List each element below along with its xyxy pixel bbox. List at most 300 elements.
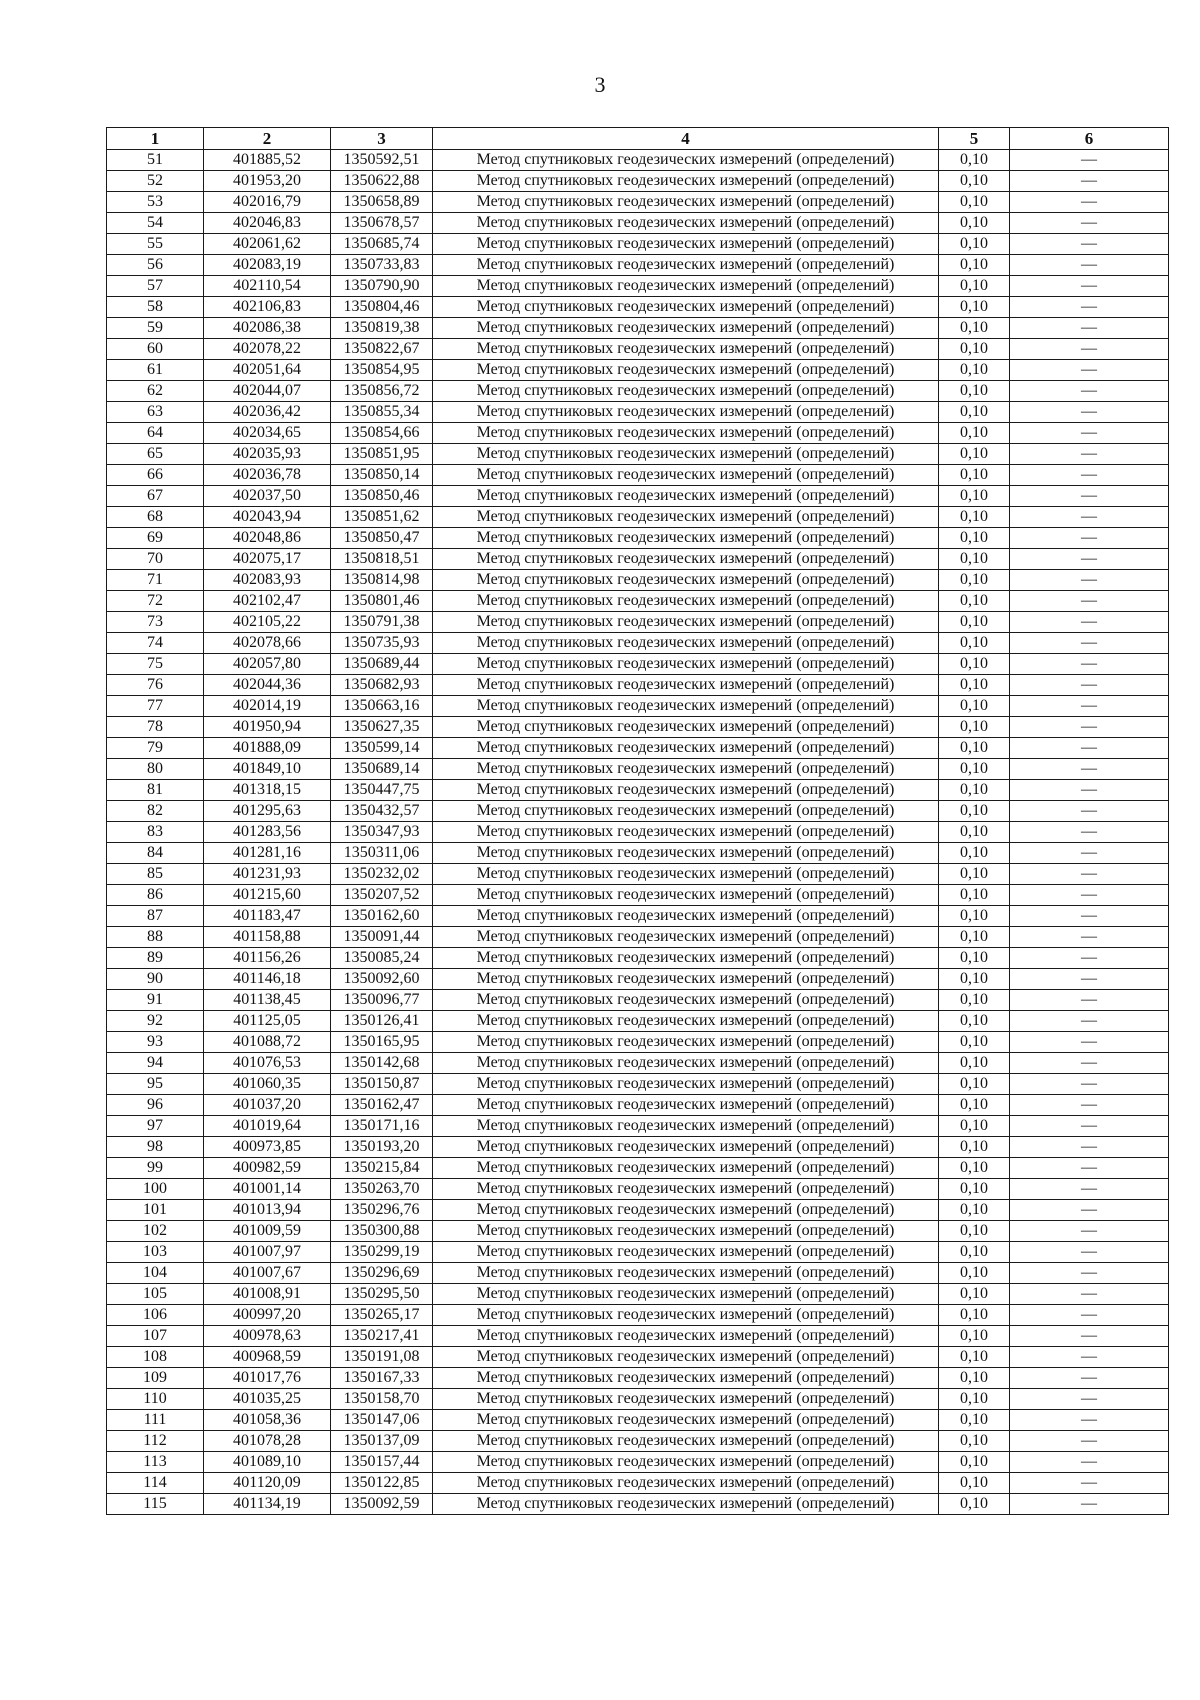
note-cell: —	[1010, 1221, 1169, 1242]
accuracy-cell: 0,10	[939, 171, 1010, 192]
coordinate-y-cell: 1350142,68	[331, 1053, 433, 1074]
note-cell: —	[1010, 192, 1169, 213]
coordinate-x-cell: 401120,09	[204, 1473, 331, 1494]
table-row	[107, 1032, 1169, 1053]
method-cell: Метод спутниковых геодезических измерений (определений)	[433, 612, 939, 633]
coordinate-x-cell: 402036,78	[204, 465, 331, 486]
accuracy-cell: 0,10	[939, 1221, 1010, 1242]
table-row	[107, 234, 1169, 255]
coordinate-x-cell: 401060,35	[204, 1074, 331, 1095]
point-number-cell: 98	[107, 1137, 204, 1158]
point-number-cell: 115	[107, 1494, 204, 1515]
table-row	[107, 864, 1169, 885]
coordinate-x-cell: 401885,52	[204, 150, 331, 171]
coordinate-x-cell: 401013,94	[204, 1200, 331, 1221]
method-cell: Метод спутниковых геодезических измерений (определений)	[433, 1326, 939, 1347]
method-cell: Метод спутниковых геодезических измерений (определений)	[433, 1116, 939, 1137]
point-number-cell: 86	[107, 885, 204, 906]
coordinate-y-cell: 1350801,46	[331, 591, 433, 612]
point-number-cell: 82	[107, 801, 204, 822]
coordinate-x-cell: 401318,15	[204, 780, 331, 801]
note-cell: —	[1010, 717, 1169, 738]
note-cell: —	[1010, 402, 1169, 423]
table-row	[107, 486, 1169, 507]
coordinate-x-cell: 402083,19	[204, 255, 331, 276]
accuracy-cell: 0,10	[939, 549, 1010, 570]
note-cell: —	[1010, 1347, 1169, 1368]
point-number-cell: 87	[107, 906, 204, 927]
coordinate-y-cell: 1350627,35	[331, 717, 433, 738]
coordinate-y-cell: 1350855,34	[331, 402, 433, 423]
point-number-cell: 112	[107, 1431, 204, 1452]
point-number-cell: 96	[107, 1095, 204, 1116]
coordinate-x-cell: 402044,07	[204, 381, 331, 402]
accuracy-cell: 0,10	[939, 591, 1010, 612]
table-row	[107, 444, 1169, 465]
method-cell: Метод спутниковых геодезических измерений (определений)	[433, 948, 939, 969]
method-cell: Метод спутниковых геодезических измерений (определений)	[433, 1074, 939, 1095]
table-row	[107, 1200, 1169, 1221]
method-cell: Метод спутниковых геодезических измерений (определений)	[433, 255, 939, 276]
accuracy-cell: 0,10	[939, 1410, 1010, 1431]
header-col-3: 3	[331, 128, 433, 150]
method-cell: Метод спутниковых геодезических измерений (определений)	[433, 1242, 939, 1263]
coordinate-x-cell: 401950,94	[204, 717, 331, 738]
coordinate-y-cell: 1350685,74	[331, 234, 433, 255]
accuracy-cell: 0,10	[939, 402, 1010, 423]
point-number-cell: 55	[107, 234, 204, 255]
table-row	[107, 150, 1169, 171]
point-number-cell: 111	[107, 1410, 204, 1431]
point-number-cell: 73	[107, 612, 204, 633]
table-row	[107, 990, 1169, 1011]
coordinate-y-cell: 1350300,88	[331, 1221, 433, 1242]
method-cell: Метод спутниковых геодезических измерений (определений)	[433, 234, 939, 255]
point-number-cell: 100	[107, 1179, 204, 1200]
accuracy-cell: 0,10	[939, 633, 1010, 654]
coordinate-x-cell: 402110,54	[204, 276, 331, 297]
accuracy-cell: 0,10	[939, 1284, 1010, 1305]
table-row	[107, 1410, 1169, 1431]
coordinate-y-cell: 1350856,72	[331, 381, 433, 402]
method-cell: Метод спутниковых геодезических измерений (определений)	[433, 969, 939, 990]
point-number-cell: 90	[107, 969, 204, 990]
accuracy-cell: 0,10	[939, 255, 1010, 276]
coordinate-x-cell: 402035,93	[204, 444, 331, 465]
point-number-cell: 92	[107, 1011, 204, 1032]
note-cell: —	[1010, 612, 1169, 633]
coordinate-y-cell: 1350819,38	[331, 318, 433, 339]
note-cell: —	[1010, 969, 1169, 990]
accuracy-cell: 0,10	[939, 1305, 1010, 1326]
coordinate-x-cell: 401125,05	[204, 1011, 331, 1032]
coordinate-x-cell: 401281,16	[204, 843, 331, 864]
coordinate-y-cell: 1350347,93	[331, 822, 433, 843]
coordinate-y-cell: 1350137,09	[331, 1431, 433, 1452]
method-cell: Метод спутниковых геодезических измерений (определений)	[433, 1095, 939, 1116]
note-cell: —	[1010, 339, 1169, 360]
coordinate-y-cell: 1350804,46	[331, 297, 433, 318]
method-cell: Метод спутниковых геодезических измерений (определений)	[433, 276, 939, 297]
note-cell: —	[1010, 171, 1169, 192]
table-row	[107, 339, 1169, 360]
method-cell: Метод спутниковых геодезических измерений (определений)	[433, 381, 939, 402]
point-number-cell: 51	[107, 150, 204, 171]
coordinate-x-cell: 401295,63	[204, 801, 331, 822]
table-row	[107, 696, 1169, 717]
coordinate-x-cell: 401138,45	[204, 990, 331, 1011]
header-col-5: 5	[939, 128, 1010, 150]
point-number-cell: 101	[107, 1200, 204, 1221]
coordinate-x-cell: 402034,65	[204, 423, 331, 444]
coordinate-y-cell: 1350162,60	[331, 906, 433, 927]
coordinate-x-cell: 401134,19	[204, 1494, 331, 1515]
accuracy-cell: 0,10	[939, 780, 1010, 801]
coordinate-x-cell: 402106,83	[204, 297, 331, 318]
accuracy-cell: 0,10	[939, 360, 1010, 381]
accuracy-cell: 0,10	[939, 696, 1010, 717]
accuracy-cell: 0,10	[939, 1368, 1010, 1389]
note-cell: —	[1010, 1494, 1169, 1515]
point-number-cell: 62	[107, 381, 204, 402]
note-cell: —	[1010, 549, 1169, 570]
method-cell: Метод спутниковых геодезических измерений (определений)	[433, 780, 939, 801]
coordinate-y-cell: 1350150,87	[331, 1074, 433, 1095]
note-cell: —	[1010, 633, 1169, 654]
table-row	[107, 885, 1169, 906]
point-number-cell: 72	[107, 591, 204, 612]
accuracy-cell: 0,10	[939, 1179, 1010, 1200]
method-cell: Метод спутниковых геодезических измерений (определений)	[433, 675, 939, 696]
coordinate-x-cell: 400973,85	[204, 1137, 331, 1158]
method-cell: Метод спутниковых геодезических измерений (определений)	[433, 192, 939, 213]
coordinate-x-cell: 401009,59	[204, 1221, 331, 1242]
note-cell: —	[1010, 1011, 1169, 1032]
coordinate-x-cell: 401088,72	[204, 1032, 331, 1053]
point-number-cell: 74	[107, 633, 204, 654]
coordinate-y-cell: 1350791,38	[331, 612, 433, 633]
note-cell: —	[1010, 675, 1169, 696]
coordinate-y-cell: 1350299,19	[331, 1242, 433, 1263]
note-cell: —	[1010, 990, 1169, 1011]
table-row	[107, 969, 1169, 990]
table-row	[107, 654, 1169, 675]
coordinate-x-cell: 401146,18	[204, 969, 331, 990]
table-row	[107, 1326, 1169, 1347]
method-cell: Метод спутниковых геодезических измерений (определений)	[433, 843, 939, 864]
coordinate-y-cell: 1350162,47	[331, 1095, 433, 1116]
coordinate-y-cell: 1350296,76	[331, 1200, 433, 1221]
coordinate-y-cell: 1350295,50	[331, 1284, 433, 1305]
coordinate-x-cell: 400982,59	[204, 1158, 331, 1179]
point-number-cell: 84	[107, 843, 204, 864]
note-cell: —	[1010, 1200, 1169, 1221]
coordinate-y-cell: 1350592,51	[331, 150, 433, 171]
header-row	[107, 128, 1169, 150]
note-cell: —	[1010, 213, 1169, 234]
coordinate-x-cell: 401283,56	[204, 822, 331, 843]
method-cell: Метод спутниковых геодезических измерений (определений)	[433, 1494, 939, 1515]
coordinate-y-cell: 1350733,83	[331, 255, 433, 276]
note-cell: —	[1010, 1137, 1169, 1158]
coordinate-y-cell: 1350091,44	[331, 927, 433, 948]
method-cell: Метод спутниковых геодезических измерений (определений)	[433, 318, 939, 339]
coordinate-y-cell: 1350215,84	[331, 1158, 433, 1179]
coordinate-y-cell: 1350265,17	[331, 1305, 433, 1326]
note-cell: —	[1010, 1053, 1169, 1074]
accuracy-cell: 0,10	[939, 675, 1010, 696]
coordinate-x-cell: 401017,76	[204, 1368, 331, 1389]
point-number-cell: 71	[107, 570, 204, 591]
table-row	[107, 423, 1169, 444]
method-cell: Метод спутниковых геодезических измерений (определений)	[433, 1011, 939, 1032]
coordinate-x-cell: 401035,25	[204, 1389, 331, 1410]
point-number-cell: 93	[107, 1032, 204, 1053]
table-row	[107, 759, 1169, 780]
table-row	[107, 1074, 1169, 1095]
method-cell: Метод спутниковых геодезических измерений (определений)	[433, 822, 939, 843]
note-cell: —	[1010, 1284, 1169, 1305]
method-cell: Метод спутниковых геодезических измерений (определений)	[433, 801, 939, 822]
note-cell: —	[1010, 780, 1169, 801]
note-cell: —	[1010, 591, 1169, 612]
method-cell: Метод спутниковых геодезических измерений (определений)	[433, 864, 939, 885]
table-row	[107, 1473, 1169, 1494]
point-number-cell: 56	[107, 255, 204, 276]
coordinate-x-cell: 402051,64	[204, 360, 331, 381]
coordinate-y-cell: 1350678,57	[331, 213, 433, 234]
coordinate-x-cell: 401888,09	[204, 738, 331, 759]
method-cell: Метод спутниковых геодезических измерений (определений)	[433, 1410, 939, 1431]
note-cell: —	[1010, 927, 1169, 948]
accuracy-cell: 0,10	[939, 318, 1010, 339]
point-number-cell: 105	[107, 1284, 204, 1305]
method-cell: Метод спутниковых геодезических измерений (определений)	[433, 927, 939, 948]
point-number-cell: 79	[107, 738, 204, 759]
coordinate-x-cell: 401849,10	[204, 759, 331, 780]
coordinate-x-cell: 402014,19	[204, 696, 331, 717]
coordinate-y-cell: 1350814,98	[331, 570, 433, 591]
note-cell: —	[1010, 1242, 1169, 1263]
method-cell: Метод спутниковых геодезических измерений (определений)	[433, 1452, 939, 1473]
accuracy-cell: 0,10	[939, 759, 1010, 780]
point-number-cell: 76	[107, 675, 204, 696]
method-cell: Метод спутниковых геодезических измерений (определений)	[433, 1389, 939, 1410]
point-number-cell: 103	[107, 1242, 204, 1263]
point-number-cell: 91	[107, 990, 204, 1011]
coordinate-x-cell: 401089,10	[204, 1452, 331, 1473]
coordinate-x-cell: 401156,26	[204, 948, 331, 969]
table-row	[107, 171, 1169, 192]
method-cell: Метод спутниковых геодезических измерений (определений)	[433, 402, 939, 423]
note-cell: —	[1010, 1179, 1169, 1200]
note-cell: —	[1010, 948, 1169, 969]
table-row	[107, 1263, 1169, 1284]
table-row	[107, 276, 1169, 297]
coordinate-y-cell: 1350850,46	[331, 486, 433, 507]
note-cell: —	[1010, 885, 1169, 906]
accuracy-cell: 0,10	[939, 738, 1010, 759]
note-cell: —	[1010, 444, 1169, 465]
method-cell: Метод спутниковых геодезических измерений (определений)	[433, 654, 939, 675]
accuracy-cell: 0,10	[939, 1494, 1010, 1515]
method-cell: Метод спутниковых геодезических измерений (определений)	[433, 570, 939, 591]
coordinate-x-cell: 400978,63	[204, 1326, 331, 1347]
table-row	[107, 1095, 1169, 1116]
note-cell: —	[1010, 423, 1169, 444]
coordinate-x-cell: 400968,59	[204, 1347, 331, 1368]
table-row	[107, 1221, 1169, 1242]
point-number-cell: 104	[107, 1263, 204, 1284]
coordinate-x-cell: 401076,53	[204, 1053, 331, 1074]
coordinate-x-cell: 401007,67	[204, 1263, 331, 1284]
point-number-cell: 70	[107, 549, 204, 570]
accuracy-cell: 0,10	[939, 717, 1010, 738]
coordinate-y-cell: 1350217,41	[331, 1326, 433, 1347]
note-cell: —	[1010, 1368, 1169, 1389]
table-row	[107, 213, 1169, 234]
table-row	[107, 1158, 1169, 1179]
header-col-1: 1	[107, 128, 204, 150]
method-cell: Метод спутниковых геодезических измерений (определений)	[433, 633, 939, 654]
method-cell: Метод спутниковых геодезических измерений (определений)	[433, 1137, 939, 1158]
table-header	[107, 128, 1169, 150]
table-row	[107, 822, 1169, 843]
method-cell: Метод спутниковых геодезических измерений (определений)	[433, 444, 939, 465]
accuracy-cell: 0,10	[939, 1242, 1010, 1263]
accuracy-cell: 0,10	[939, 948, 1010, 969]
coordinate-x-cell: 400997,20	[204, 1305, 331, 1326]
accuracy-cell: 0,10	[939, 927, 1010, 948]
header-col-2: 2	[204, 128, 331, 150]
coordinate-y-cell: 1350193,20	[331, 1137, 433, 1158]
accuracy-cell: 0,10	[939, 276, 1010, 297]
accuracy-cell: 0,10	[939, 612, 1010, 633]
note-cell: —	[1010, 486, 1169, 507]
table-row	[107, 780, 1169, 801]
method-cell: Метод спутниковых геодезических измерений (определений)	[433, 717, 939, 738]
coordinate-y-cell: 1350851,95	[331, 444, 433, 465]
accuracy-cell: 0,10	[939, 801, 1010, 822]
note-cell: —	[1010, 1095, 1169, 1116]
table-row	[107, 1431, 1169, 1452]
note-cell: —	[1010, 906, 1169, 927]
note-cell: —	[1010, 1452, 1169, 1473]
accuracy-cell: 0,10	[939, 423, 1010, 444]
point-number-cell: 57	[107, 276, 204, 297]
note-cell: —	[1010, 843, 1169, 864]
table-row	[107, 549, 1169, 570]
point-number-cell: 88	[107, 927, 204, 948]
header-col-6: 6	[1010, 128, 1169, 150]
method-cell: Метод спутниковых геодезических измерений (определений)	[433, 885, 939, 906]
coordinate-y-cell: 1350122,85	[331, 1473, 433, 1494]
coordinate-y-cell: 1350263,70	[331, 1179, 433, 1200]
point-number-cell: 66	[107, 465, 204, 486]
coordinate-x-cell: 402078,22	[204, 339, 331, 360]
method-cell: Метод спутниковых геодезических измерений (определений)	[433, 1347, 939, 1368]
coordinate-x-cell: 402036,42	[204, 402, 331, 423]
coordinate-y-cell: 1350790,90	[331, 276, 433, 297]
coordinate-y-cell: 1350689,14	[331, 759, 433, 780]
coordinate-y-cell: 1350165,95	[331, 1032, 433, 1053]
note-cell: —	[1010, 1473, 1169, 1494]
method-cell: Метод спутниковых геодезических измерений (определений)	[433, 339, 939, 360]
accuracy-cell: 0,10	[939, 570, 1010, 591]
method-cell: Метод спутниковых геодезических измерений (определений)	[433, 591, 939, 612]
accuracy-cell: 0,10	[939, 234, 1010, 255]
table-row	[107, 906, 1169, 927]
coordinate-y-cell: 1350191,08	[331, 1347, 433, 1368]
point-number-cell: 110	[107, 1389, 204, 1410]
coordinate-y-cell: 1350311,06	[331, 843, 433, 864]
note-cell: —	[1010, 318, 1169, 339]
note-cell: —	[1010, 297, 1169, 318]
method-cell: Метод спутниковых геодезических измерений (определений)	[433, 1200, 939, 1221]
accuracy-cell: 0,10	[939, 528, 1010, 549]
accuracy-cell: 0,10	[939, 444, 1010, 465]
method-cell: Метод спутниковых геодезических измерений (определений)	[433, 486, 939, 507]
accuracy-cell: 0,10	[939, 150, 1010, 171]
table-row	[107, 1494, 1169, 1515]
note-cell: —	[1010, 381, 1169, 402]
coordinate-y-cell: 1350818,51	[331, 549, 433, 570]
coordinate-y-cell: 1350854,95	[331, 360, 433, 381]
table-row	[107, 192, 1169, 213]
coordinate-x-cell: 402086,38	[204, 318, 331, 339]
page-number: 3	[594, 72, 606, 97]
coordinate-x-cell: 402046,83	[204, 213, 331, 234]
point-number-cell: 54	[107, 213, 204, 234]
point-number-cell: 68	[107, 507, 204, 528]
table-row	[107, 1179, 1169, 1200]
coordinate-y-cell: 1350158,70	[331, 1389, 433, 1410]
accuracy-cell: 0,10	[939, 1116, 1010, 1137]
method-cell: Метод спутниковых геодезических измерений (определений)	[433, 1431, 939, 1452]
coordinate-x-cell: 401007,97	[204, 1242, 331, 1263]
accuracy-cell: 0,10	[939, 885, 1010, 906]
note-cell: —	[1010, 822, 1169, 843]
coordinate-x-cell: 402043,94	[204, 507, 331, 528]
note-cell: —	[1010, 1389, 1169, 1410]
accuracy-cell: 0,10	[939, 1074, 1010, 1095]
accuracy-cell: 0,10	[939, 654, 1010, 675]
table-row	[107, 255, 1169, 276]
accuracy-cell: 0,10	[939, 822, 1010, 843]
table-row	[107, 1347, 1169, 1368]
accuracy-cell: 0,10	[939, 381, 1010, 402]
coordinate-y-cell: 1350126,41	[331, 1011, 433, 1032]
coordinate-y-cell: 1350658,89	[331, 192, 433, 213]
point-number-cell: 63	[107, 402, 204, 423]
note-cell: —	[1010, 1263, 1169, 1284]
coordinate-y-cell: 1350854,66	[331, 423, 433, 444]
table-body	[107, 150, 1169, 1515]
coordinate-x-cell: 401001,14	[204, 1179, 331, 1200]
accuracy-cell: 0,10	[939, 990, 1010, 1011]
accuracy-cell: 0,10	[939, 486, 1010, 507]
table-row	[107, 1368, 1169, 1389]
method-cell: Метод спутниковых геодезических измерений (определений)	[433, 1158, 939, 1179]
accuracy-cell: 0,10	[939, 213, 1010, 234]
note-cell: —	[1010, 255, 1169, 276]
coordinate-y-cell: 1350092,59	[331, 1494, 433, 1515]
coordinate-y-cell: 1350207,52	[331, 885, 433, 906]
note-cell: —	[1010, 1305, 1169, 1326]
table-row	[107, 360, 1169, 381]
table-row	[107, 1116, 1169, 1137]
method-cell: Метод спутниковых геодезических измерений (определений)	[433, 423, 939, 444]
